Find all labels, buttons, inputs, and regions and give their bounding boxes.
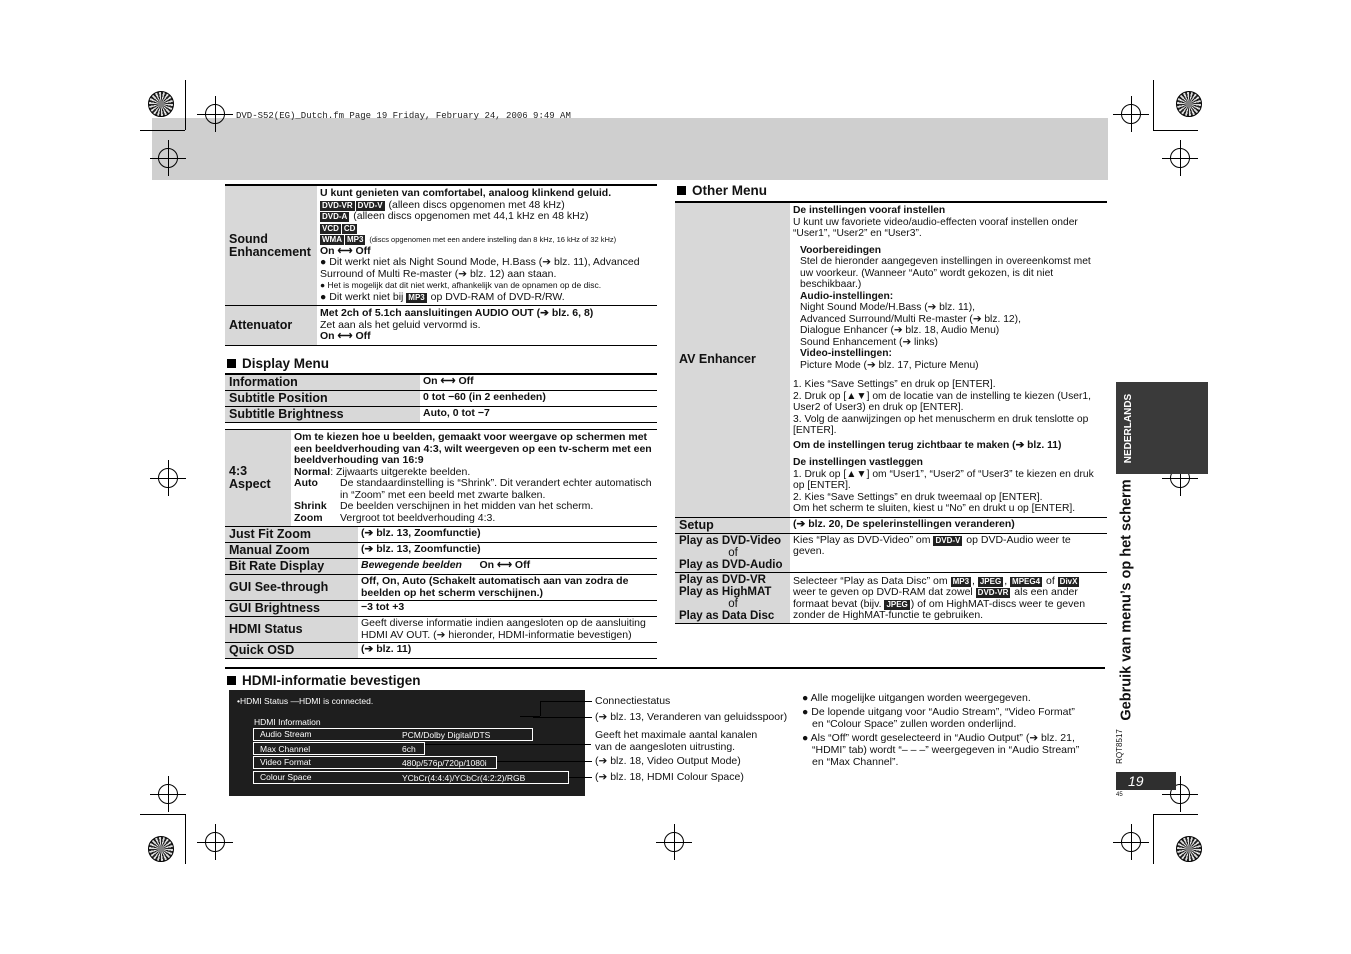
hdmi-row — [253, 742, 425, 755]
table-row — [675, 517, 1107, 533]
row-label: Subtitle Position — [225, 391, 420, 407]
row-label: GUI Brightness — [225, 601, 358, 617]
color-rosette-icon — [1176, 91, 1202, 117]
disc-badge: JPEG — [886, 599, 908, 609]
hdmi-key: Colour Space — [260, 772, 312, 782]
option-key: Shrink — [294, 500, 327, 512]
row-title: De instellingen vooraf instellen — [793, 205, 946, 216]
other-menu-table — [675, 201, 1107, 624]
row-text: Picture Mode (➔ blz. 17, Picture Menu) — [800, 359, 979, 371]
header-band — [152, 118, 1108, 180]
row-label: Setup — [675, 517, 790, 533]
callout-line — [569, 777, 592, 778]
row-value: (➔ blz. 20, De spelerinstellingen veranderen) — [793, 517, 1015, 530]
row-title: Met 2ch of 5.1ch aansluitingen AUDIO OUT (➔ blz. 6, 8) — [320, 307, 594, 319]
row-title: U kunt genieten van comfortabel, analoog klinkend geluid. — [320, 187, 612, 199]
row-label: 4:3 Aspect — [225, 430, 291, 527]
bullet-text: ● De lopende uitgang voor “Audio Stream”, “Video Format” — [802, 706, 1075, 718]
disc-badge: DVD-V — [357, 200, 383, 210]
callout-text: van de aangesloten uitrusting. — [595, 741, 736, 753]
table-row — [225, 391, 657, 407]
callout-line — [540, 701, 541, 716]
hdmi-status-screen — [229, 690, 585, 796]
step-text: 2. Kies “Save Settings” en druk tweemaal op [ENTER]. — [793, 491, 1043, 503]
row-text: Zet aan als het geluid vervormd is. — [320, 318, 481, 331]
table-row — [675, 533, 1107, 572]
crop-line — [1153, 814, 1198, 815]
disc-badge: MP3 — [408, 292, 425, 302]
registration-mark-icon — [205, 104, 225, 124]
callout-line — [425, 744, 591, 745]
option-key: Auto — [294, 477, 318, 489]
row-value: Geeft diverse informatie indien aangesloten op de aansluiting HDMI AV OUT. (➔ hieronder, HDMI-informatie bevestigen) — [361, 617, 646, 641]
disc-badge: MP3 — [347, 235, 364, 244]
row-label: AV Enhancer — [675, 202, 790, 517]
row-label: Play as DVD-Audio — [679, 558, 783, 571]
row-title: Om te kiezen hoe u beelden, gemaakt voor weergave op schermen met een beeldverhouding van 4:3, wilt weergeven op een tv-scherm met een beeldverhouding van 16:9 — [294, 431, 652, 466]
row-label: Play as HighMAT — [679, 585, 772, 598]
row-text: weer te geven op DVD-RAM dat zowel — [793, 586, 973, 598]
row-label: of — [728, 546, 738, 559]
registration-mark-icon — [205, 832, 225, 852]
row-label: Information — [225, 374, 420, 391]
row-value: Auto, 0 tot −7 — [423, 407, 490, 419]
row-label: Subtitle Brightness — [225, 407, 420, 423]
bullet-text: ● Alle mogelijke uitgangen worden weergegeven. — [802, 692, 1031, 704]
hdmi-key: Video Format — [260, 757, 311, 767]
chapter-title: Gebruik van menu’s op het scherm — [1119, 479, 1136, 721]
hdmi-key: Max Channel — [260, 744, 311, 754]
row-text: (discs opgenomen met een andere instelling dan 8 kHz, 16 kHz of 32 kHz) — [369, 235, 617, 244]
row-label: Bit Rate Display — [225, 559, 358, 575]
row-text: (alleen discs opgenomen met 44,1 kHz en 48 kHz) — [353, 210, 589, 222]
crop-line — [1153, 814, 1154, 864]
hdmi-info-title: HDMI-informatie bevestigen — [227, 673, 421, 688]
registration-mark-icon — [1121, 104, 1141, 124]
sub-heading: Om de instellingen terug zichtbaar te maken (➔ blz. 11) — [793, 439, 1062, 451]
display-menu-table — [225, 373, 657, 659]
row-text: als een ander formaat bevat (bijv. — [793, 586, 1078, 610]
row-value: −3 tot +3 — [361, 601, 405, 613]
callout-text: (➔ blz. 13, Veranderen van geluidsspoor) — [595, 711, 788, 723]
step-text: 2. Druk op [▲▼] om de locatie van de instelling te kiezen (User1, User2 of User3) en druk op [ENTER]. — [793, 390, 1091, 413]
option-desc: De standaardinstelling is “Shrink”. Dit verandert echter automatisch in “Zoom” met een beeld met zwarte balken. — [340, 477, 652, 501]
row-text: ) of om HighMAT-discs weer te geven zonder de HighMAT-functie te gebruiken. — [793, 597, 1086, 621]
table-row — [225, 601, 657, 617]
crop-line — [140, 814, 185, 815]
table-row — [225, 643, 657, 659]
bullet-text: “HDMI” tab) wordt “– – –” weergegeven in “Audio Stream” — [812, 744, 1080, 756]
table-row — [225, 430, 657, 527]
sub-heading: De instellingen vastleggen — [793, 457, 923, 468]
row-label: Quick OSD — [225, 643, 358, 659]
row-text: Sound Enhancement (➔ links) — [800, 336, 938, 348]
row-text: (alleen discs opgenomen met 48 kHz) — [388, 198, 565, 211]
table-row — [225, 185, 657, 306]
row-text: U kunt uw favoriete video/audio-effecten vooraf instellen onder “User1”, “User2” en “User3”. — [793, 216, 1078, 239]
bullet-text: ● Als “Off” wordt geselecteerd in “Audio Output” (➔ blz. 21, — [802, 732, 1075, 744]
row-label: Just Fit Zoom — [225, 527, 358, 543]
section-divider — [225, 667, 1105, 669]
row-value: 0 tot −60 (in 2 eenheden) — [423, 391, 546, 403]
step-text: 1. Kies “Save Settings” en druk op [ENTER]. — [793, 379, 996, 390]
callout-text: Geeft het maximale aantal kanalen — [595, 729, 758, 741]
color-rosette-icon — [1176, 836, 1202, 862]
row-value: (➔ blz. 13, Zoomfunctie) — [361, 543, 481, 555]
row-text: op DVD-Audio weer te geven. — [793, 533, 1071, 557]
step-text: 1. Druk op [▲▼] om “User1”, “User2” of “User3” te kiezen en druk op [ENTER]. — [793, 468, 1094, 491]
row-label: HDMI Status — [225, 617, 358, 643]
table-row — [225, 374, 657, 391]
note-text: ● Dit werkt niet bij — [320, 290, 404, 303]
callout-text: (➔ blz. 18, Video Output Mode) — [595, 755, 741, 767]
disc-badge: DVD-A — [322, 212, 348, 221]
registration-mark-icon — [158, 468, 178, 488]
row-value: Off, On, Auto (Schakelt automatisch aan van zodra de beelden op het scherm verschijnen.) — [361, 575, 629, 599]
callout-line — [497, 761, 592, 762]
crop-line — [185, 80, 186, 130]
disc-badge: JPEG — [979, 576, 1002, 586]
document-code: RQT8517 — [1114, 728, 1124, 764]
row-value: On ⟷ Off — [423, 375, 474, 387]
registration-mark-icon — [664, 832, 684, 852]
hdmi-value: 480p/576p/720p/1080i — [402, 758, 487, 768]
disc-badge: CD — [343, 223, 356, 233]
row-label: Manual Zoom — [225, 543, 358, 559]
table-row — [675, 202, 1107, 517]
table-row: Play as DVD-VR Play as HighMAT of Play as Data Disc Selecteer “Play as Data Disc” om MP3 , JPEG , MPEG4 of DivX weer te geven op DVD-RAM dat zowel DVD-VR als een ander formaat bevat (bijv. JPEG ) of om HighMAT-discs weer te geven zonder de HighMAT-functie te gebruiken. — [675, 572, 1107, 623]
row-label: of — [728, 597, 738, 610]
sub-heading: Audio-instellingen: — [800, 290, 894, 302]
crop-line — [1153, 80, 1154, 130]
callout-text: (➔ blz. 18, HDMI Colour Space) — [595, 771, 744, 783]
hdmi-key: Audio Stream — [260, 729, 312, 739]
note-text: ● Het is mogelijk dat dit niet werkt, afhankelijk van de opnamen op de disc. — [320, 280, 602, 290]
note-text: op DVD-RAM of DVD-R/RW. — [430, 290, 565, 303]
table-row — [225, 527, 657, 543]
disc-badge: VCD — [322, 223, 339, 233]
hdmi-value: PCM/Dolby Digital/DTS — [402, 730, 491, 740]
row-label: GUI See-through — [225, 575, 358, 601]
language-tab-label: NEDERLANDS — [1123, 393, 1135, 463]
disc-badge: DVD-VR — [322, 200, 353, 210]
table-row — [225, 559, 657, 575]
hdmi-row — [253, 756, 497, 769]
table-row — [225, 306, 657, 346]
crop-line — [140, 130, 185, 131]
step-text: Om het scherm te sluiten, kiest u “No” en drukt u op [ENTER]. — [793, 503, 1076, 514]
hdmi-row — [253, 771, 569, 784]
disc-badge: WMA — [322, 235, 342, 244]
registration-mark-icon — [158, 784, 178, 804]
crop-line — [1153, 130, 1198, 131]
row-text: Advanced Surround/Multi Re-master (➔ blz. 12), — [800, 313, 1021, 325]
bullet-text: en “Colour Space” zullen worden onderlijnd. — [812, 718, 1017, 730]
option-key: Normal — [294, 465, 331, 478]
hdmi-status-text: •HDMI Status —HDMI is connected. — [237, 696, 374, 706]
option-desc: : Zijwaarts uitgerekte beelden. — [330, 465, 471, 478]
note-text: ● Dit werkt niet als Night Sound Mode, H.Bass (➔ blz. 11), Advanced Surround of Multi Re-master (➔ blz. 12) aan staan. — [320, 256, 640, 280]
row-label: Play as DVD-Video — [679, 534, 782, 547]
callout-text: Connectiestatus — [595, 695, 671, 707]
row-text: Stel de hieronder aangegeven instellingen in overeenkomst met uw voorkeur. (Wanneer “Auto” wordt gekozen, is dit niet beschikbaar.) — [800, 256, 1091, 290]
row-text: Night Sound Mode/H.Bass (➔ blz. 11), — [800, 302, 975, 313]
registration-mark-icon — [158, 148, 178, 168]
table-row — [225, 617, 657, 643]
option-values: On ⟷ Off — [320, 244, 371, 257]
option-key: Zoom — [294, 511, 323, 524]
row-value: (➔ blz. 11) — [361, 643, 412, 655]
sub-heading: Voorbereidingen — [800, 244, 882, 256]
table-row — [225, 575, 657, 601]
row-label: Attenuator — [225, 306, 317, 346]
row-value: Bewegende beelden — [361, 559, 462, 571]
disc-badge: MP3 — [952, 576, 970, 586]
row-text: Dialogue Enhancer (➔ blz. 18, Audio Menu) — [800, 325, 1000, 336]
page-number: 19 — [1116, 772, 1176, 790]
table-row — [225, 407, 657, 423]
sub-heading: Video-instellingen: — [800, 348, 892, 359]
option-desc: Vergroot tot beeldverhouding 4:3. — [340, 511, 496, 524]
disc-badge: DivX — [1059, 576, 1078, 586]
audio-menu-table — [225, 184, 657, 346]
sheet-number: 45 — [1116, 792, 1123, 798]
table-row — [225, 543, 657, 559]
hdmi-row — [253, 728, 533, 741]
crop-line — [185, 814, 186, 864]
option-values: On ⟷ Off — [320, 330, 371, 342]
color-rosette-icon — [148, 91, 174, 117]
disc-badge: DVD-V — [935, 535, 961, 545]
hdmi-info-heading: HDMI Information — [254, 717, 321, 727]
row-text: Selecteer “Play as Data Disc” om — [793, 574, 948, 587]
display-menu-title: Display Menu — [227, 356, 329, 371]
hdmi-value: YCbCr(4:4:4)/YCbCr(4:2:2)/RGB — [402, 773, 526, 783]
row-text: of — [1045, 574, 1055, 587]
row-label: Sound Enhancement — [225, 185, 317, 306]
hdmi-value: 6ch — [402, 744, 416, 754]
color-rosette-icon — [148, 836, 174, 862]
row-label: Play as DVD-VR — [679, 573, 766, 586]
step-text: 3. Volg de aanwijzingen op het menuscherm en druk tenslotte op [ENTER]. — [793, 413, 1089, 436]
row-label: Play as Data Disc — [679, 609, 775, 622]
bullet-text: en “Max Channel”. — [812, 756, 899, 768]
callout-line — [533, 717, 592, 718]
disc-badge: DVD-VR — [977, 588, 1009, 597]
row-value: On ⟷ Off — [479, 559, 531, 571]
registration-mark-icon — [1121, 832, 1141, 852]
option-desc: De beelden verschijnen in het midden van het scherm. — [340, 500, 594, 512]
row-value: (➔ blz. 13, Zoomfunctie) — [361, 527, 481, 539]
row-text: Kies “Play as DVD-Video” om — [793, 533, 931, 546]
file-info: DVD-S52(EG)_Dutch.fm Page 19 Friday, February 24, 2006 9:49 AM — [236, 111, 571, 121]
callout-line — [540, 701, 592, 702]
other-menu-title: Other Menu — [677, 183, 767, 198]
disc-badge: MPEG4 — [1012, 576, 1041, 586]
registration-mark-icon — [1170, 148, 1190, 168]
